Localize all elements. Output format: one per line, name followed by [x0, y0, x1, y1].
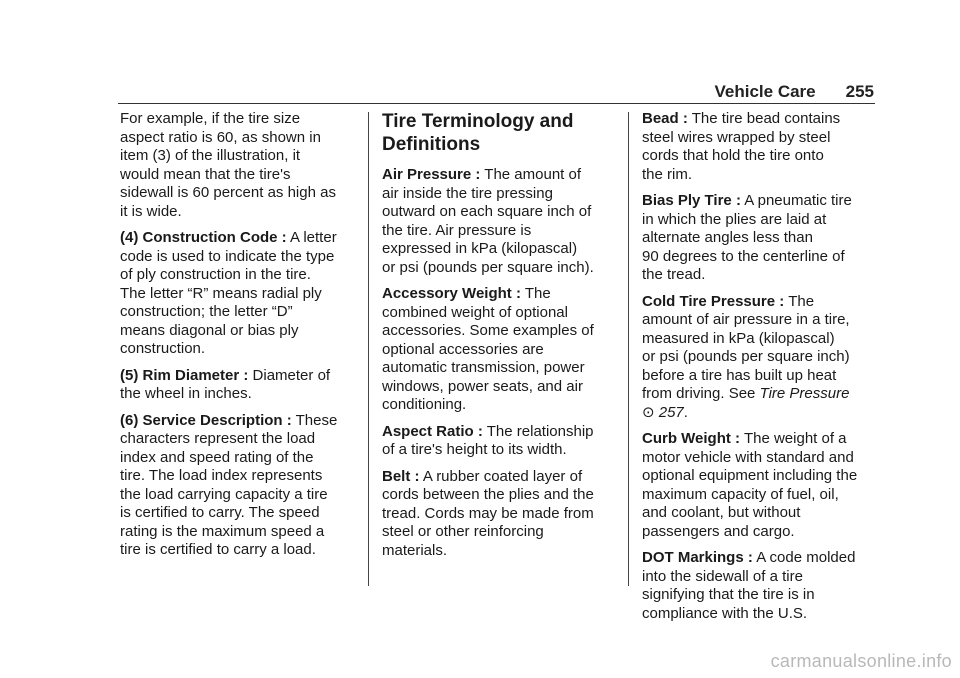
- definition-text: The relationship of a tire's height to its width.: [382, 422, 594, 458]
- definition-text: A rubber coated layer of cords between the plies and the tread. Cords may be made from steel or other reinforcing materials.: [382, 467, 594, 559]
- cross-reference-page[interactable]: ⊙ 257: [642, 403, 684, 421]
- definition-construction-code: [120, 229, 356, 359]
- definition-text: A letter code is used to indicate the type of ply construction in the tire. The letter “R” means radial ply construction; the letter “D” means diagonal or bias ply construction.: [120, 229, 337, 357]
- definition-term: Aspect Ratio :: [382, 422, 483, 440]
- watermark: carmanualsonline.info: [770, 651, 952, 671]
- column-2: [382, 110, 618, 568]
- page-number: 255: [845, 82, 874, 101]
- definition-curb-weight: [642, 430, 878, 541]
- definition-text: A code molded into the sidewall of a tire signifying that the tire is in compliance with the U.S.: [642, 549, 856, 622]
- definition-term: DOT Markings :: [642, 549, 753, 566]
- header-rule: [118, 103, 875, 104]
- column-3: [642, 110, 878, 631]
- section-title: Tire Terminology and Definitions: [382, 111, 574, 155]
- definition-dot-markings: [642, 549, 878, 623]
- definition-text: These characters represent the load index and speed rating of the tire. The load index represents the load carrying capacity a tire is certified to carry. The speed rating is the maximum speed a tire is certified to carry a load.: [120, 411, 338, 558]
- definition-text: Diameter of the wheel in inches.: [120, 366, 331, 402]
- definition-term: (5) Rim Diameter :: [120, 366, 249, 384]
- definition-term: Accessory Weight :: [382, 285, 521, 302]
- column-divider: [368, 112, 369, 586]
- cross-reference-title[interactable]: Tire Pressure: [759, 385, 850, 402]
- definition-service-description: [120, 412, 356, 560]
- definition-air-pressure: [382, 166, 618, 277]
- definition-text: The amount of air inside the tire pressing outward on each square inch of the tire. Air pressure is expressed in kPa (kilopascal) or psi (pounds per square inch).: [382, 166, 594, 276]
- definition-term: Curb Weight :: [642, 430, 741, 447]
- column-divider: [628, 112, 629, 586]
- definition-bead: [642, 110, 878, 184]
- definition-aspect-ratio: [382, 423, 618, 460]
- intro-paragraph: For example, if the tire size aspect ratio is 60, as shown in item (3) of the illustration, it would mean that the tire's sidewall is 60 percent as high as it is wide.: [120, 110, 336, 220]
- definition-term: (6) Service Description :: [120, 411, 292, 429]
- sentence-end: .: [683, 403, 688, 421]
- definition-text: A pneumatic tire in which the plies are laid at alternate angles less than 90 degrees to the centerline of the tread.: [642, 192, 852, 283]
- definition-text: The combined weight of optional accessories. Some examples of optional accessories are automatic transmission, power windows, power seats, and air conditioning.: [382, 285, 594, 413]
- page-header: [715, 82, 875, 102]
- definition-text: The amount of air pressure in a tire, measured in kPa (kilopascal) or psi (pounds per square inch) before a tire has built up heat from driving. See: [642, 292, 850, 402]
- definition-term: Bias Ply Tire :: [642, 192, 741, 209]
- definition-term: Air Pressure :: [382, 166, 481, 183]
- definition-text: The tire bead contains steel wires wrapped by steel cords that hold the tire onto the rim.: [642, 110, 841, 183]
- definition-term: Bead :: [642, 110, 688, 127]
- definition-cold-tire-pressure: [642, 293, 878, 423]
- definition-accessory-weight: [382, 285, 618, 415]
- definition-text: The weight of a motor vehicle with standard and optional equipment including the maximum capacity of fuel, oil, and coolant, but without passengers and cargo.: [642, 430, 858, 540]
- definition-belt: [382, 468, 618, 561]
- column-1: [120, 110, 356, 568]
- definition-term: Belt :: [382, 467, 420, 485]
- definition-term: (4) Construction Code :: [120, 229, 287, 246]
- definition-rim-diameter: [120, 367, 356, 404]
- definition-term: Cold Tire Pressure :: [642, 292, 785, 310]
- definition-bias-ply-tire: [642, 192, 878, 285]
- section-name: Vehicle Care: [714, 82, 816, 101]
